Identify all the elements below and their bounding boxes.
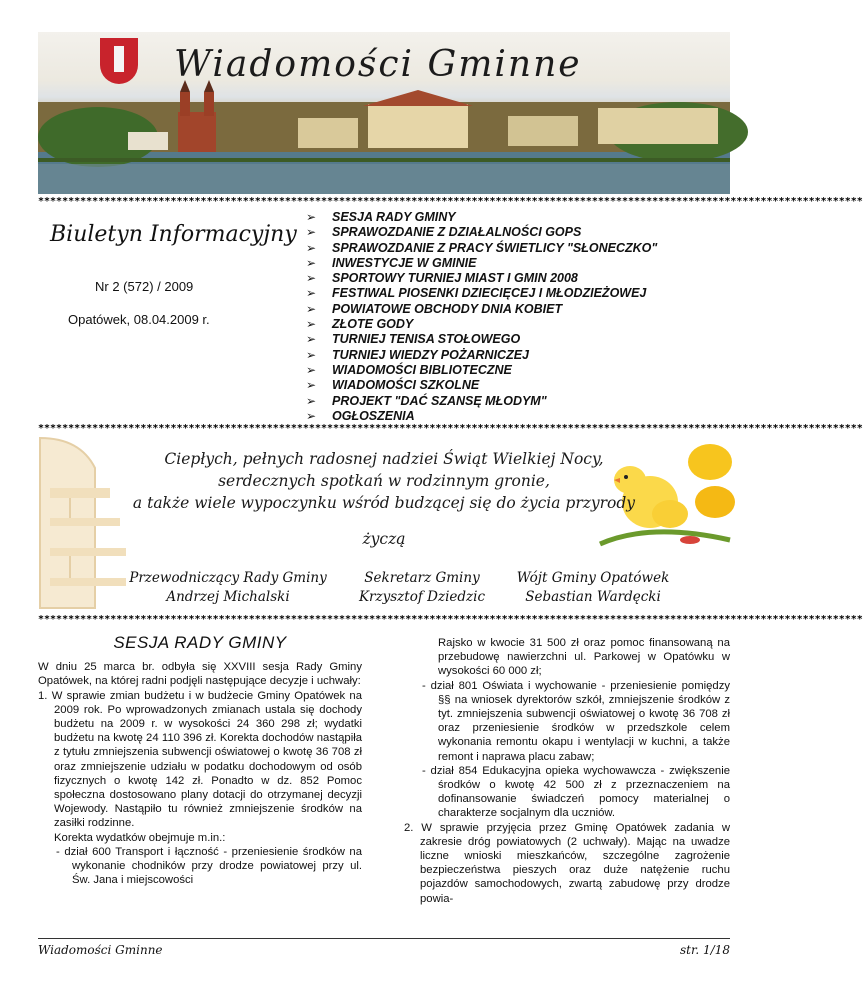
article-item-1: 1. W sprawie zmian budżetu i w budżecie Gminy Opatówek na 2009 rok. Po wprowadzonych zmianach ustala się dochody budżetu na 2009 r. w wysokości 24 360 298 zł; wydatki budżetu na kwotę 24 110 396 zł. Korekta dochodów nastąpiła z tytułu zmniejszenia subwencji oświatowej o kwotę 36 708 zł oraz zmniejszenie udziału w podatku dochodowym od osób fizycznych o kwotę 142 zł. Ponadto w dz. 852 Pomoc społeczna dostosowano plany dotacji do otrzymanej decyzji Wojewody. Nastąpiło tu również zmniejszenie środków na zasiłki rodzinne. xyxy=(38,689,362,830)
arrow-bullet-icon: ➢ xyxy=(306,362,317,377)
footer-divider xyxy=(38,938,730,939)
bulletin-label: Biuletyn Informacyjny xyxy=(50,222,297,247)
header-banner xyxy=(38,32,730,194)
signature-secretary: Sekretarz Gminy Krzysztof Dziedzic xyxy=(358,570,486,605)
footer-title: Wiadomości Gminne xyxy=(38,943,163,957)
greeting-wish: życzą xyxy=(362,530,406,548)
arrow-bullet-icon: ➢ xyxy=(306,347,317,362)
article-korekta: Korekta wydatków obejmuje m.in.: xyxy=(54,831,226,844)
toc-item: ➢ PROJEKT "DAĆ SZANSĘ MŁODYM" xyxy=(306,393,547,408)
toc-item: ➢ ZŁOTE GODY xyxy=(306,317,414,332)
toc-item: ➢ SESJA RADY GMINY xyxy=(306,210,456,224)
greeting-line-2: serdecznych spotkań w rodzinnym gronie, xyxy=(218,472,550,490)
arrow-bullet-icon: ➢ xyxy=(306,408,317,423)
page-number: str. 1/18 xyxy=(680,943,730,957)
toc-item: ➢ SPRAWOZDANIE Z DZIAŁALNOŚCI GOPS xyxy=(306,225,582,240)
article-heading: SESJA RADY GMINY xyxy=(113,633,287,652)
greeting-line-1: Ciepłych, pełnych radosnej nadziei Świąt Wielkiej Nocy, xyxy=(164,450,604,468)
arrow-bullet-icon: ➢ xyxy=(306,332,317,347)
arrow-bullet-icon: ➢ xyxy=(306,378,317,393)
article-continuation: Rajsko w kwocie 31 500 zł oraz pomoc finansowaną na przebudowę nawierzchni ul. Parkowej w Opatówku w wysokości 60 000 zł; xyxy=(438,637,730,678)
toc-item: ➢ SPRAWOZDANIE Z PRACY ŚWIETLICY "SŁONECZKO" xyxy=(306,240,658,255)
arrow-bullet-icon: ➢ xyxy=(306,225,317,240)
toc-item: ➢ SPORTOWY TURNIEJ MIAST I GMIN 2008 xyxy=(306,271,578,286)
signature-chairman: Przewodniczący Rady Gminy Andrzej Michalski xyxy=(129,570,327,605)
place-date: Opatówek, 08.04.2009 r. xyxy=(68,312,210,327)
arrow-bullet-icon: ➢ xyxy=(306,271,317,286)
arrow-bullet-icon: ➢ xyxy=(306,301,317,316)
arrow-bullet-icon: ➢ xyxy=(306,255,317,270)
article-subitem-2: - dział 801 Oświata i wychowanie - przeniesienie pomiędzy §§ na wniosek dyrektorów szkół, zmniejszenie środków z tyt. zmniejszenia subwencji oświatowej o kwotę 36 708 zł oraz przeniesienie środków w przedszkole celem wykonania remontu okapu i wentylacji w kuchni, a także remont i naprawa placu zabaw; xyxy=(422,679,730,763)
article-right-column xyxy=(404,636,730,906)
arrow-bullet-icon: ➢ xyxy=(306,286,317,301)
article-item-2: 2. W sprawie przyjęcia przez Gminę Opatówek zadania w zakresie dróg powiatowych (2 uchwały). Mając na uwadze liczne wnioski mieszkańców, szczególne zagrożenie bezpieczeństwa pieszych oraz duże natężenie ruchu pojazdów samochodowych, zwartą zabudowę przy drodze powia- xyxy=(404,821,730,905)
signature-mayor: Wójt Gminy Opatówek Sebastian Wardęcki xyxy=(516,570,670,605)
toc-item: ➢ INWESTYCJE W GMINIE xyxy=(306,255,477,270)
star-divider-bottom: ***************************************************************************************************************************************** xyxy=(38,614,863,625)
toc-item: ➢ TURNIEJ TENISA STOŁOWEGO xyxy=(306,332,521,347)
toc-item: ➢ WIADOMOŚCI SZKOLNE xyxy=(306,378,480,393)
arrow-bullet-icon: ➢ xyxy=(306,317,317,332)
article-subitem-1: - dział 600 Transport i łączność - przeniesienie środków na wykonanie chodników przy drodze powiatowej przy ul. Św. Jana i miejscowości xyxy=(56,845,362,887)
arrow-bullet-icon: ➢ xyxy=(306,393,317,408)
toc-item: ➢ FESTIWAL PIOSENKI DZIECIĘCEJ I MŁODZIEŻOWEJ xyxy=(306,286,647,301)
article-left-column xyxy=(38,633,362,887)
arrow-bullet-icon: ➢ xyxy=(306,240,317,255)
greeting-line-3: a także wiele wypoczynku wśród budzącej się do życia przyrody xyxy=(132,494,636,512)
coat-of-arms-icon xyxy=(100,38,138,84)
star-divider-middle: ***************************************************************************************************************************************** xyxy=(38,423,863,434)
newsletter-title: Wiadomości Gminne xyxy=(174,44,582,85)
toc-item: ➢ WIADOMOŚCI BIBLIOTECZNE xyxy=(306,362,512,377)
toc-item: ➢ TURNIEJ WIEDZY POŻARNICZEJ xyxy=(306,347,530,362)
article-subitem-3: - dział 854 Edukacyjna opieka wychowawcza - zwiększenie środków o kwotę 42 500 zł z przeznaczeniem na dofinansowanie świadczeń pomocy materialnej o charakterze socjalnym dla uczniów. xyxy=(422,764,730,820)
table-of-contents xyxy=(306,210,657,424)
article-intro: W dniu 25 marca br. odbyła się XXVIII sesja Rady Gminy Opatówek, na której radni podjęli następujące decyzje i uchwały: xyxy=(38,661,362,688)
toc-item: ➢ POWIATOWE OBCHODY DNIA KOBIET xyxy=(306,301,563,316)
issue-number: Nr 2 (572) / 2009 xyxy=(95,279,194,294)
star-divider-top: ***************************************************************************************************************************************** xyxy=(38,196,863,207)
arrow-bullet-icon: ➢ xyxy=(306,210,317,224)
toc-item: ➢ OGŁOSZENIA xyxy=(306,408,415,423)
arch-decoration-icon xyxy=(40,428,132,608)
